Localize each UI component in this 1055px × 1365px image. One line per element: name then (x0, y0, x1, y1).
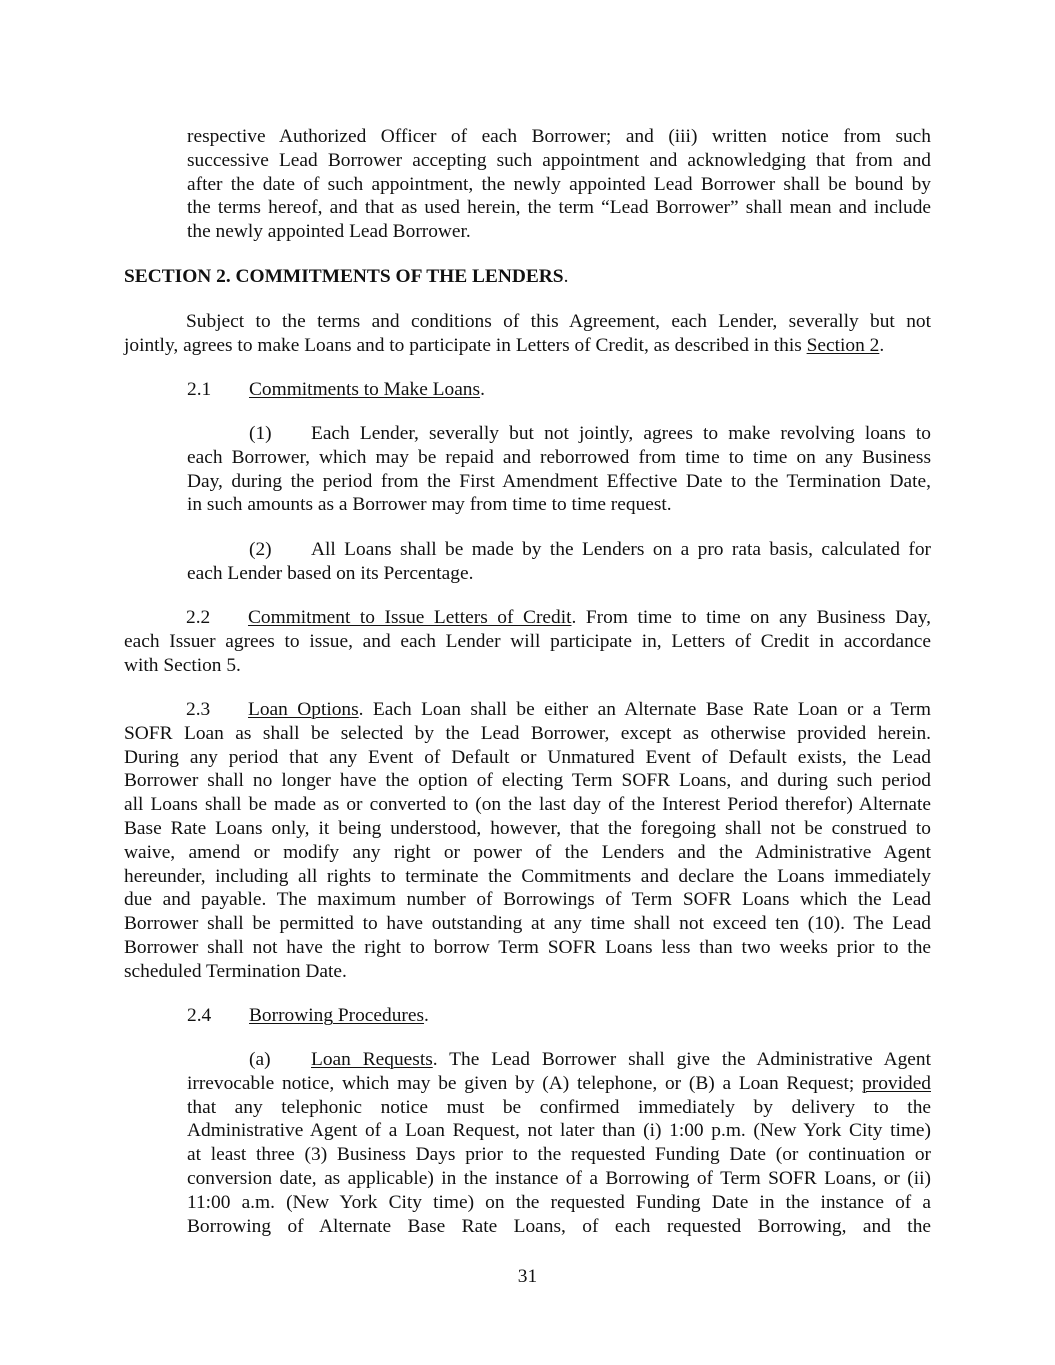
subsection-2-4-heading: 2.4 Borrowing Procedures. (187, 1005, 429, 1026)
continued-paragraph: respective Authorized Officer of each Borrower; and (iii) written notice from such successive Lead Borrower accepting such appointment and acknowledging that from and after the date of such appointment, the newly appointed Lead Borrower shall be bound by the terms hereof, and that as used herein, the term “Lead Borrower” shall mean and include the newly appointed Lead Borrower. (187, 126, 931, 243)
section-reference-link: Section 2 (806, 334, 880, 356)
subsection-2-3: 2.3 Loan Options. Each Loan shall be either an Alternate Base Rate Loan or a Term SOFR Loan as shall be selected by the Lead Borrower, except as otherwise provided herein. During any period that any Event of Default or Unmatured Event of Default exists, the Lead Borrower shall no longer have the option of electing Term SOFR Loans, and during such period all Loans shall be made as or converted to (on the last day of the Interest Period therefor) Alternate Base Rate Loans only, it being understood, however, that the foregoing shall not be construed to waive, amend or modify any right or power of the Lenders and the Administrative Agent hereunder, including all rights to terminate the Commitments and declare the Loans immediately due and payable. The maximum number of Borrowings of Term SOFR Loans which the Lead Borrower shall be permitted to have outstanding at any time shall not exceed ten (10). The Lead Borrower shall not have the right to borrow Term SOFR Loans less than two weeks prior to the scheduled Termination Date. (124, 699, 931, 982)
section-heading: SECTION 2. COMMITMENTS OF THE LENDERS. (124, 266, 569, 287)
clause-2: (2) All Loans shall be made by the Lenders on a pro rata basis, calculated for each Lender based on its Percentage. (187, 539, 931, 584)
clause-1: (1) Each Lender, severally but not jointly, agrees to make revolving loans to each Borrower, which may be repaid and reborrowed from time to time on any Business Day, during the period from the First Amendment Effective Date to the Termination Date, in such amounts as a Borrower may from time to time request. (187, 423, 931, 516)
section-intro: Subject to the terms and conditions of this Agreement, each Lender, severally but not jointly, agrees to make Loans and to participate in Letters of Credit, as described in this Section 2. (124, 311, 931, 356)
subsection-2-1-heading: 2.1 Commitments to Make Loans. (187, 379, 485, 400)
subsection-2-2: 2.2 Commitment to Issue Letters of Credit. From time to time on any Business Day, each Issuer agrees to issue, and each Lender will participate in, Letters of Credit in accordance with Section 5. (124, 607, 931, 676)
clause-a-loan-requests: (a) Loan Requests. The Lead Borrower shall give the Administrative Agent irrevocable notice, which may be given by (A) telephone, or (B) a Loan Request; provided that any telephonic notice must be confirmed immediately by delivery to the Administrative Agent of a Loan Request, not later than (i) 1:00 p.m. (New York City time) at least three (3) Business Days prior to the requested Funding Date (or continuation or conversion date, as applicable) in the instance of a Borrowing of Term SOFR Loans, or (ii) 11:00 a.m. (New York City time) on the requested Funding Date in the instance of a Borrowing of Alternate Base Rate Loans, of each requested Borrowing, and the (187, 1049, 931, 1237)
provided-term: provided (862, 1072, 931, 1094)
page-number: 31 (517, 1266, 538, 1287)
